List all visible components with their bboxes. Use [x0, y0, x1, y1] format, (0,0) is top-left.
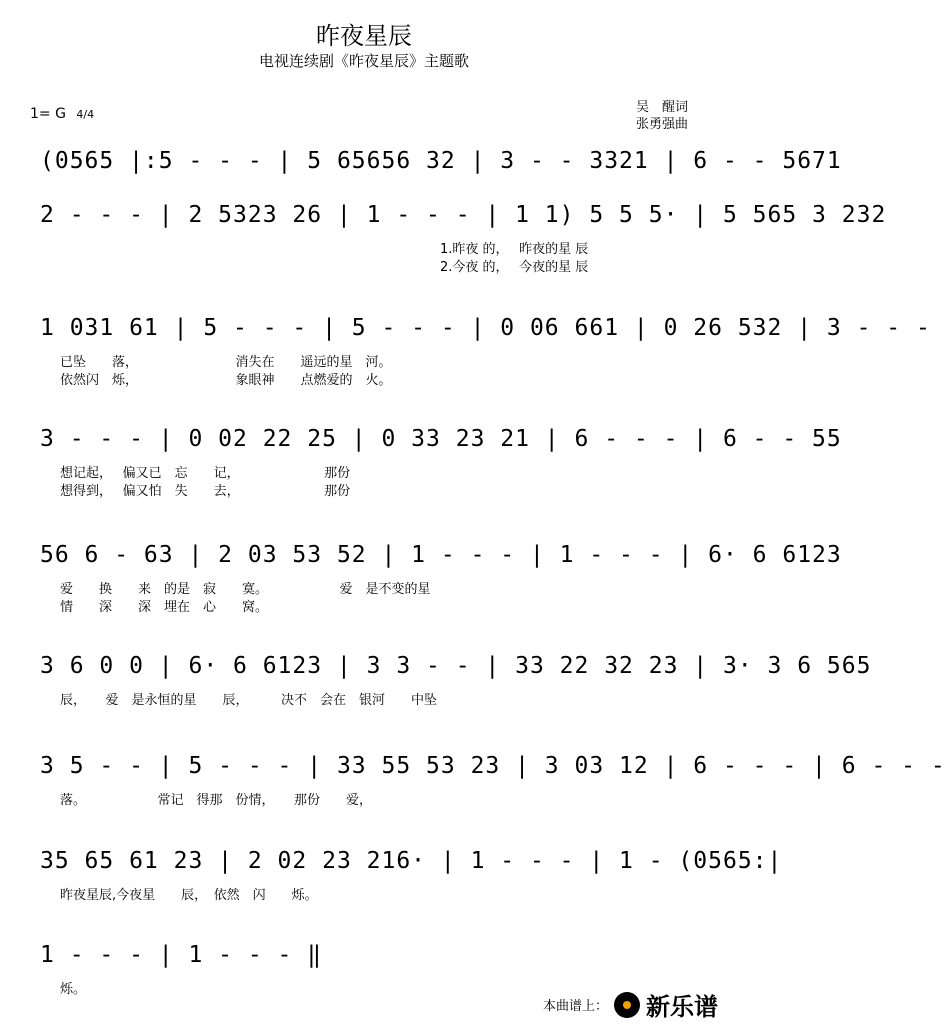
lyrics-line: 落。 常记 得那 份情， 那份 爱，: [60, 793, 373, 808]
notation-row: 3 5 - - | 5 - - - | 33 55 53 23 | 3 03 12 | 6 - - - | 6 - - -: [40, 753, 946, 779]
notation-row: 3 - - - | 0 02 22 25 | 0 33 23 21 | 6 - - - | 6 - - 55: [40, 426, 842, 452]
footer-prefix: 本曲谱上：: [542, 999, 608, 1014]
notation-row: 1 031 61 | 5 - - - | 5 - - - | 0 06 661 | 0 26 532 | 3 - - -: [40, 315, 931, 341]
record-disc-icon: [614, 992, 640, 1018]
lyrics-line: 已坠 落， 消失在 遥远的星 河。: [60, 355, 392, 370]
lyrics-line: 情 深 深 埋在 心 窝。: [60, 600, 269, 615]
lyrics-line: 想记起， 偏又已 忘 记， 那份: [60, 466, 351, 481]
notation-row: 2 - - - | 2 5323 26 | 1 - - - | 1 1) 5 5 5· | 5 565 3 232: [40, 202, 887, 228]
footer-brand: 新乐谱: [646, 993, 718, 1021]
notation-row: (0565 |:5 - - - | 5 65656 32 | 3 - - 3321 | 6 - - 5671: [40, 148, 842, 174]
lyricist-credit: 吴 醒词: [635, 100, 688, 115]
notation-row: 1 - - - | 1 - - - ‖: [40, 942, 323, 968]
notation-row: 56 6 - 63 | 2 03 53 52 | 1 - - - | 1 - - - | 6· 6 6123: [40, 542, 842, 568]
time-signature: 4/4: [76, 108, 95, 121]
song-title: 昨夜星辰: [316, 22, 412, 50]
lyrics-line: 爱 换 来 的是 寂 寞。 爱 是不变的星: [60, 582, 431, 597]
lyrics-line: 2.今夜 的， 今夜的星 辰: [440, 260, 589, 275]
lyrics-line: 辰， 爱 是永恒的星 辰， 决不 会在 银河 中坠: [60, 693, 438, 708]
lyrics-line: 依然闪 烁， 象眼神 点燃爱的 火。: [60, 373, 392, 388]
lyrics-line: 烁。: [60, 982, 87, 997]
key-signature: [30, 106, 94, 122]
composer-credit: 张勇强曲: [635, 117, 688, 132]
lyrics-line: 1.昨夜 的， 昨夜的星 辰: [440, 242, 589, 257]
lyrics-line: 昨夜星辰,今夜星 辰， 依然 闪 烁。: [60, 888, 318, 903]
notation-row: 35 65 61 23 | 2 02 23 216· | 1 - - - | 1 - (0565:|: [40, 848, 783, 874]
key-label: 1= G: [30, 106, 66, 122]
footer: [543, 987, 718, 1022]
lyrics-line: 想得到， 偏又怕 失 去， 那份: [60, 484, 351, 499]
notation-row: 3 6 0 0 | 6· 6 6123 | 3 3 - - | 33 22 32 23 | 3· 3 6 565: [40, 653, 872, 679]
song-subtitle: 电视连续剧《昨夜星辰》主题歌: [258, 52, 469, 70]
